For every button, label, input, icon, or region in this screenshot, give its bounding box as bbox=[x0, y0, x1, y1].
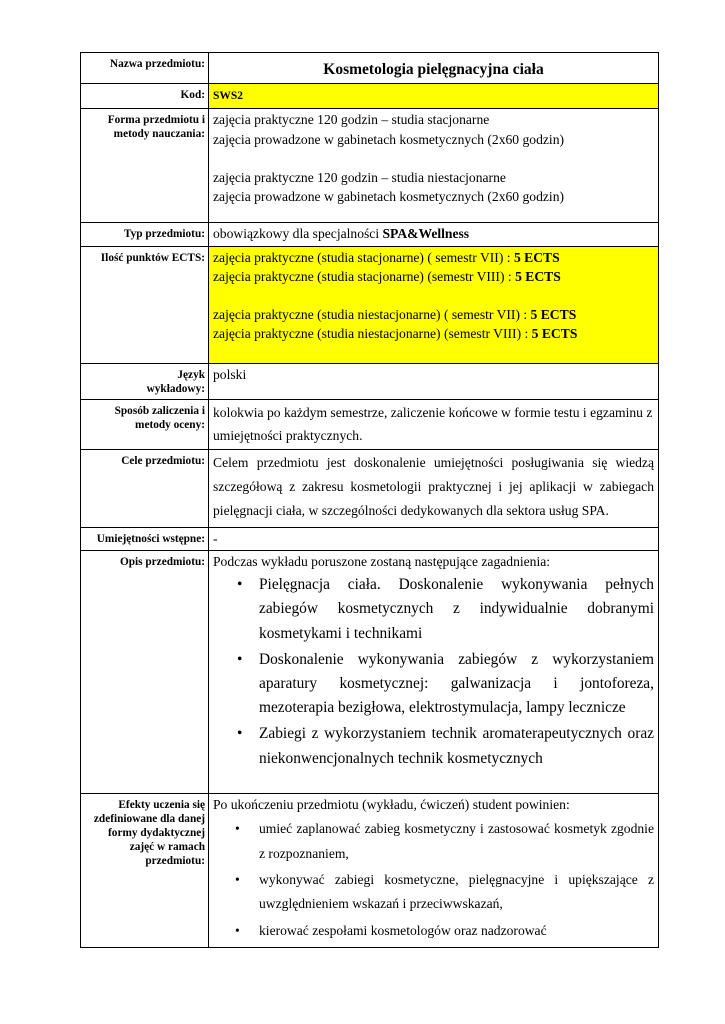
label-cele: Cele przedmiotu: bbox=[81, 449, 209, 527]
row-ects bbox=[81, 246, 659, 363]
value-opis bbox=[209, 550, 659, 793]
bullet-icon: • bbox=[235, 922, 240, 938]
ects-line-4: zajęcia praktyczne (studia niestacjonarne) (semestr VIII) : 5 ECTS bbox=[213, 326, 578, 342]
row-opis bbox=[81, 550, 659, 793]
ects-points: 5 ECTS bbox=[515, 268, 561, 284]
efekty-intro: Po ukończeniu przedmiotu (wykładu, ćwiczeń) student powinien: bbox=[213, 796, 570, 812]
bullet-icon: • bbox=[235, 872, 240, 887]
ects-line-1: zajęcia praktyczne (studia stacjonarne) ( semestr VII) : 5 ECTS bbox=[213, 249, 560, 265]
row-typ bbox=[81, 223, 659, 246]
list-item: • Doskonalenie wykonywania zabiegów z wykorzystaniem aparatury kosmetycznej: galwanizacja i jontoforeza, mezoterapia bezigłowa, elektrostymulacja, lampy lecznicze bbox=[213, 648, 654, 721]
label-efekty: Efekty uczenia się zdefiniowane dla danej formy dydaktycznej zajęć w ramach przedmiotu: bbox=[81, 793, 209, 947]
value-forma bbox=[209, 109, 659, 223]
ects-line-3: zajęcia praktyczne (studia niestacjonarne) ( semestr VII) : 5 ECTS bbox=[213, 307, 577, 323]
forma-line-3: zajęcia praktyczne 120 godzin – studia niestacjonarne bbox=[213, 169, 506, 185]
row-nazwa bbox=[81, 53, 659, 84]
row-efekty bbox=[81, 793, 659, 947]
value-jezyk: polski bbox=[209, 363, 659, 399]
course-code: SWS2 bbox=[213, 90, 244, 102]
bullet-icon: • bbox=[237, 576, 243, 594]
syllabus-table bbox=[80, 52, 659, 948]
label-opis: Opis przedmiotu: bbox=[81, 550, 209, 793]
bullet-icon: • bbox=[237, 725, 243, 743]
row-sposob bbox=[81, 399, 659, 449]
row-kod bbox=[81, 84, 659, 109]
value-sposob bbox=[209, 399, 659, 449]
course-title: Kosmetologia pielęgnacyjna ciała bbox=[323, 61, 544, 78]
forma-line-4: zajęcia prowadzone w gabinetach kosmetycznych (2x60 godzin) bbox=[213, 189, 565, 205]
list-item: • wykonywać zabiegi kosmetyczne, pielęgnacyjne i upiększające z uwzględnieniem wskazań i przeciwwskazań, bbox=[213, 868, 654, 917]
label-forma: Forma przedmiotu i metody nauczania: bbox=[81, 109, 209, 223]
bullet-icon: • bbox=[235, 821, 240, 837]
row-cele bbox=[81, 449, 659, 527]
row-forma bbox=[81, 109, 659, 223]
opis-list bbox=[213, 573, 654, 771]
efekty-list bbox=[213, 817, 654, 943]
row-umiejetnosci bbox=[81, 527, 659, 550]
value-cele bbox=[209, 449, 659, 527]
ects-points: 5 ECTS bbox=[530, 307, 577, 323]
label-jezyk: Język wykładowy: bbox=[81, 363, 209, 399]
opis-intro: Podczas wykładu poruszone zostaną następujące zagadnienia: bbox=[213, 553, 551, 569]
label-typ: Typ przedmiotu: bbox=[81, 223, 209, 246]
cele-text: Celem przedmiotu jest doskonalenie umiejętności posługiwania się wiedzą szczegółową z zakresu kosmetologii praktycznej i jej aplikacji w zabiegach pielęgnacji ciała, w szczególności dedykowanych dla sektora usług SPA. bbox=[213, 454, 654, 518]
label-kod: Kod: bbox=[81, 84, 209, 109]
value-typ bbox=[209, 223, 659, 246]
typ-text: obowiązkowy dla specjalności bbox=[213, 226, 383, 242]
list-item: • umieć zaplanować zabieg kosmetyczny i zastosować kosmetyk zgodnie z rozpoznaniem, bbox=[213, 817, 654, 866]
ects-points: 5 ECTS bbox=[531, 326, 578, 342]
forma-line-2: zajęcia prowadzone w gabinetach kosmetycznych (2x60 godzin) bbox=[213, 131, 565, 147]
value-nazwa bbox=[209, 53, 659, 84]
list-item: • Pielęgnacja ciała. Doskonalenie wykonywania pełnych zabiegów kosmetycznych z indywidualnie dobranymi kosmetykami i technikami bbox=[213, 573, 654, 646]
value-ects bbox=[209, 246, 659, 363]
label-sposob: Sposób zaliczenia i metody oceny: bbox=[81, 399, 209, 449]
sposob-text: kolokwia po każdym semestrze, zaliczenie końcowe w formie testu i egzaminu z umiejętności praktycznych. bbox=[213, 404, 653, 443]
value-efekty bbox=[209, 793, 659, 947]
ects-points: 5 ECTS bbox=[513, 249, 560, 265]
row-jezyk bbox=[81, 363, 659, 399]
ects-line-2: zajęcia praktyczne (studia stacjonarne) (semestr VIII) : 5 ECTS bbox=[213, 268, 561, 284]
bullet-icon: • bbox=[237, 650, 243, 668]
list-item: • Zabiegi z wykorzystaniem technik aromaterapeutycznych oraz niekonwencjonalnych technik kosmetycznych bbox=[213, 722, 654, 770]
forma-line-1: zajęcia praktyczne 120 godzin – studia stacjonarne bbox=[213, 112, 490, 128]
label-nazwa: Nazwa przedmiotu: bbox=[81, 53, 209, 84]
label-ects: Ilość punktów ECTS: bbox=[81, 246, 209, 363]
list-item: • kierować zespołami kosmetologów oraz nadzorować bbox=[213, 919, 654, 943]
value-kod bbox=[209, 84, 659, 109]
label-umiejetnosci: Umiejętności wstępne: bbox=[81, 527, 209, 550]
value-umiejetnosci: - bbox=[209, 527, 659, 550]
typ-specialty: SPA&Wellness bbox=[382, 226, 470, 242]
